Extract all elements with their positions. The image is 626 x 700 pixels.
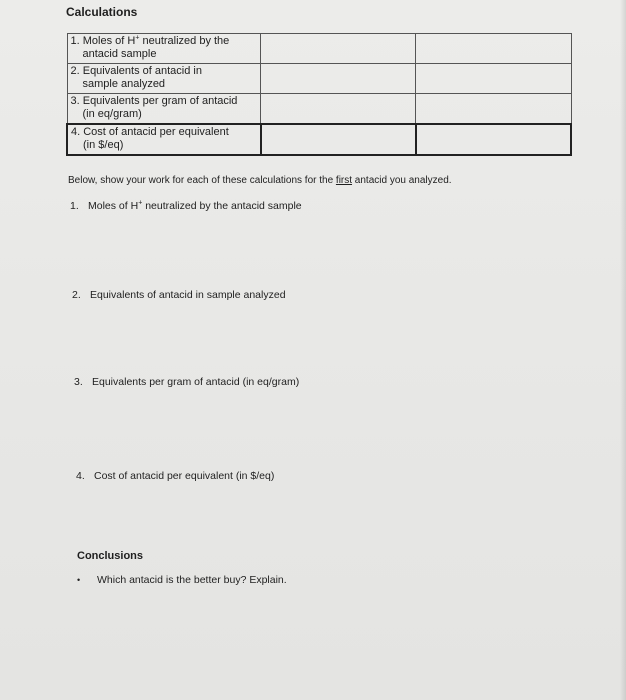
question-1 — [70, 200, 302, 212]
question-number: 4. — [76, 470, 85, 482]
row-label-line2: antacid sample — [82, 48, 157, 60]
conclusions-heading: Conclusions — [77, 550, 144, 562]
row-label-line1: 3. Equivalents per gram of antacid — [70, 95, 238, 107]
answer-cell-antacid-2[interactable] — [416, 34, 571, 64]
superscript-plus: + — [138, 199, 143, 207]
answer-cell-antacid-2[interactable] — [416, 124, 571, 155]
question-text: Moles of H — [88, 200, 139, 212]
page-edge-shadow — [620, 0, 626, 700]
answer-cell-antacid-1[interactable] — [261, 94, 416, 125]
row-label — [67, 124, 261, 155]
calculations-heading: Calculations — [66, 5, 138, 19]
answer-cell-antacid-1[interactable] — [261, 64, 416, 94]
row-label-line1b: neutralized by the — [139, 35, 230, 47]
question-number: 2. — [72, 289, 81, 301]
question-text-cont: neutralized by the antacid sample — [142, 200, 302, 212]
table-row — [67, 124, 571, 155]
calculations-table — [66, 33, 572, 156]
row-label-line2: sample analyzed — [82, 78, 166, 90]
row-label-line1: 4. Cost of antacid per equivalent — [71, 126, 229, 138]
instructions-text — [68, 175, 452, 186]
answer-cell-antacid-1[interactable] — [261, 124, 416, 155]
superscript-plus: + — [135, 34, 140, 42]
question-number: 3. — [74, 376, 83, 388]
row-label-line1: 1. Moles of H — [70, 35, 136, 47]
instructions-before: Below, show your work for each of these calculations for the — [68, 175, 336, 186]
question-2 — [72, 289, 286, 301]
question-number: 1. — [70, 200, 79, 212]
table-row — [67, 94, 571, 125]
instructions-after: antacid you analyzed. — [352, 175, 452, 186]
row-label-line2: (in eq/gram) — [82, 108, 142, 120]
question-text: Equivalents of antacid in sample analyzed — [90, 289, 286, 301]
row-label — [67, 64, 261, 94]
instructions-underlined: first — [335, 175, 353, 186]
question-text: Equivalents per gram of antacid (in eq/gram) — [92, 376, 300, 388]
answer-cell-antacid-1[interactable] — [261, 34, 416, 64]
row-label-line1: 2. Equivalents of antacid in — [70, 65, 202, 77]
question-text: Cost of antacid per equivalent (in $/eq) — [94, 470, 275, 482]
conclusion-bullet-item — [77, 574, 287, 586]
row-label-line2: (in $/eq) — [83, 139, 124, 151]
row-label — [67, 94, 261, 125]
table-row — [67, 64, 571, 94]
question-4 — [76, 470, 274, 482]
table-row — [67, 34, 571, 64]
answer-cell-antacid-2[interactable] — [416, 64, 571, 94]
question-3 — [74, 376, 299, 388]
bullet-icon: • — [77, 575, 81, 585]
bullet-text: Which antacid is the better buy? Explain. — [97, 574, 287, 586]
answer-cell-antacid-2[interactable] — [416, 94, 571, 125]
row-label — [67, 34, 261, 64]
